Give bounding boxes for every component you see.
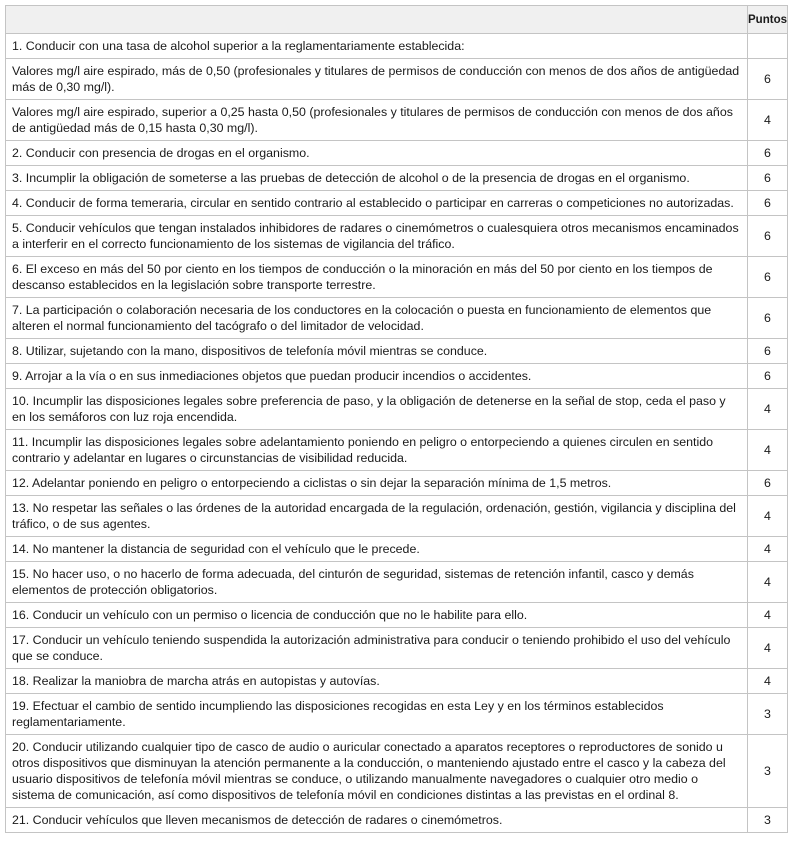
infraction-description: 8. Utilizar, sujetando con la mano, dispositivos de telefonía móvil mientras se conduce. (6, 339, 748, 364)
points-value: 4 (748, 603, 788, 628)
infraction-description: 3. Incumplir la obligación de someterse a las pruebas de detección de alcohol o de la presencia de drogas en el organismo. (6, 166, 748, 191)
infraction-description: 11. Incumplir las disposiciones legales sobre adelantamiento poniendo en peligro o entorpeciendo a quienes circulen en sentido contrario y adelantar en lugares o circunstancias de visibilidad reducida. (6, 430, 748, 471)
infraction-description: 15. No hacer uso, o no hacerlo de forma adecuada, del cinturón de seguridad, sistemas de retención infantil, casco y demás elementos de protección obligatorios. (6, 562, 748, 603)
infraction-description: 9. Arrojar a la vía o en sus inmediaciones objetos que puedan producir incendios o accidentes. (6, 364, 748, 389)
points-value: 4 (748, 430, 788, 471)
description-header (6, 6, 748, 34)
infraction-description: 10. Incumplir las disposiciones legales sobre preferencia de paso, y la obligación de detenerse en la señal de stop, ceda el paso y en los semáforos con luz roja encendida. (6, 389, 748, 430)
table-row (6, 257, 788, 298)
table-row (6, 808, 788, 833)
infraction-description: 19. Efectuar el cambio de sentido incumpliendo las disposiciones recogidas en esta Ley y en los términos establecidos reglamentariamente. (6, 694, 748, 735)
points-value: 4 (748, 562, 788, 603)
points-value: 6 (748, 59, 788, 100)
infraction-description: 18. Realizar la maniobra de marcha atrás en autopistas y autovías. (6, 669, 748, 694)
points-value: 4 (748, 537, 788, 562)
table-row (6, 339, 788, 364)
table-row (6, 537, 788, 562)
table-row (6, 430, 788, 471)
infraction-description: 12. Adelantar poniendo en peligro o entorpeciendo a ciclistas o sin dejar la separación mínima de 1,5 metros. (6, 471, 748, 496)
points-value: 6 (748, 191, 788, 216)
points-value: 3 (748, 808, 788, 833)
infraction-description: 6. El exceso en más del 50 por ciento en los tiempos de conducción o la minoración en más del 50 por ciento en los tiempos de descanso establecidos en la legislación sobre transporte terrestre. (6, 257, 748, 298)
table-row (6, 471, 788, 496)
points-value: 6 (748, 216, 788, 257)
table-row (6, 496, 788, 537)
points-value: 3 (748, 694, 788, 735)
points-value: 4 (748, 100, 788, 141)
infraction-description: 14. No mantener la distancia de seguridad con el vehículo que le precede. (6, 537, 748, 562)
infraction-description: 20. Conducir utilizando cualquier tipo de casco de audio o auricular conectado a aparatos receptores o reproductores de sonido u otros dispositivos que disminuyan la atención permanente a la conducción, o manteniendo ajustado entre el casco y la cabeza del usuario dispositivos de telefonía móvil mientras se conduce, o utilizando manualmente navegadores o cualquier otro medio o sistema de comunicación, así como dispositivos de telefonía móvil en condiciones distintas a las previstas en el ordinal 8. (6, 735, 748, 808)
table-row (6, 735, 788, 808)
infraction-description: 2. Conducir con presencia de drogas en el organismo. (6, 141, 748, 166)
points-value: 6 (748, 298, 788, 339)
table-row (6, 191, 788, 216)
points-header: Puntos (748, 6, 788, 34)
table-row (6, 364, 788, 389)
table-row (6, 298, 788, 339)
infraction-description: Valores mg/l aire espirado, superior a 0,25 hasta 0,50 (profesionales y titulares de permisos de conducción con menos de dos años de antigüedad más de 0,15 hasta 0,30 mg/l). (6, 100, 748, 141)
table-row (6, 59, 788, 100)
points-table (5, 5, 788, 833)
table-row (6, 694, 788, 735)
points-value: 6 (748, 166, 788, 191)
infraction-description: 17. Conducir un vehículo teniendo suspendida la autorización administrativa para conducir o teniendo prohibido el uso del vehículo que se conduce. (6, 628, 748, 669)
infraction-description: Valores mg/l aire espirado, más de 0,50 (profesionales y titulares de permisos de conducción con menos de dos años de antigüedad más de 0,30 mg/l). (6, 59, 748, 100)
points-value: 4 (748, 669, 788, 694)
points-value: 3 (748, 735, 788, 808)
points-value: 4 (748, 496, 788, 537)
infraction-description: 1. Conducir con una tasa de alcohol superior a la reglamentariamente establecida: (6, 34, 748, 59)
table-row (6, 603, 788, 628)
infraction-description: 16. Conducir un vehículo con un permiso o licencia de conducción que no le habilite para ello. (6, 603, 748, 628)
table-row (6, 100, 788, 141)
table-body (6, 34, 788, 833)
points-value: 4 (748, 389, 788, 430)
infraction-description: 4. Conducir de forma temeraria, circular en sentido contrario al establecido o participar en carreras o competiciones no autorizadas. (6, 191, 748, 216)
points-value: 6 (748, 471, 788, 496)
table-row (6, 216, 788, 257)
infraction-description: 21. Conducir vehículos que lleven mecanismos de detección de radares o cinemómetros. (6, 808, 748, 833)
points-value: 6 (748, 141, 788, 166)
points-value: 6 (748, 257, 788, 298)
table-row (6, 562, 788, 603)
infraction-description: 5. Conducir vehículos que tengan instalados inhibidores de radares o cinemómetros o cualesquiera otros mecanismos encaminados a interferir en el correcto funcionamiento de los sistemas de vigilancia del tráfico. (6, 216, 748, 257)
points-value: 6 (748, 339, 788, 364)
points-value: 4 (748, 628, 788, 669)
table-row (6, 669, 788, 694)
table-row (6, 166, 788, 191)
table-row (6, 389, 788, 430)
table-row (6, 34, 788, 59)
table-row (6, 141, 788, 166)
table-row (6, 628, 788, 669)
points-value: 6 (748, 364, 788, 389)
table-header-row (6, 6, 788, 34)
points-value (748, 34, 788, 59)
infraction-description: 7. La participación o colaboración necesaria de los conductores en la colocación o puesta en funcionamiento de elementos que alteren el normal funcionamiento del tacógrafo o del limitador de velocidad. (6, 298, 748, 339)
infraction-description: 13. No respetar las señales o las órdenes de la autoridad encargada de la regulación, ordenación, gestión, vigilancia y disciplina del tráfico, o de sus agentes. (6, 496, 748, 537)
